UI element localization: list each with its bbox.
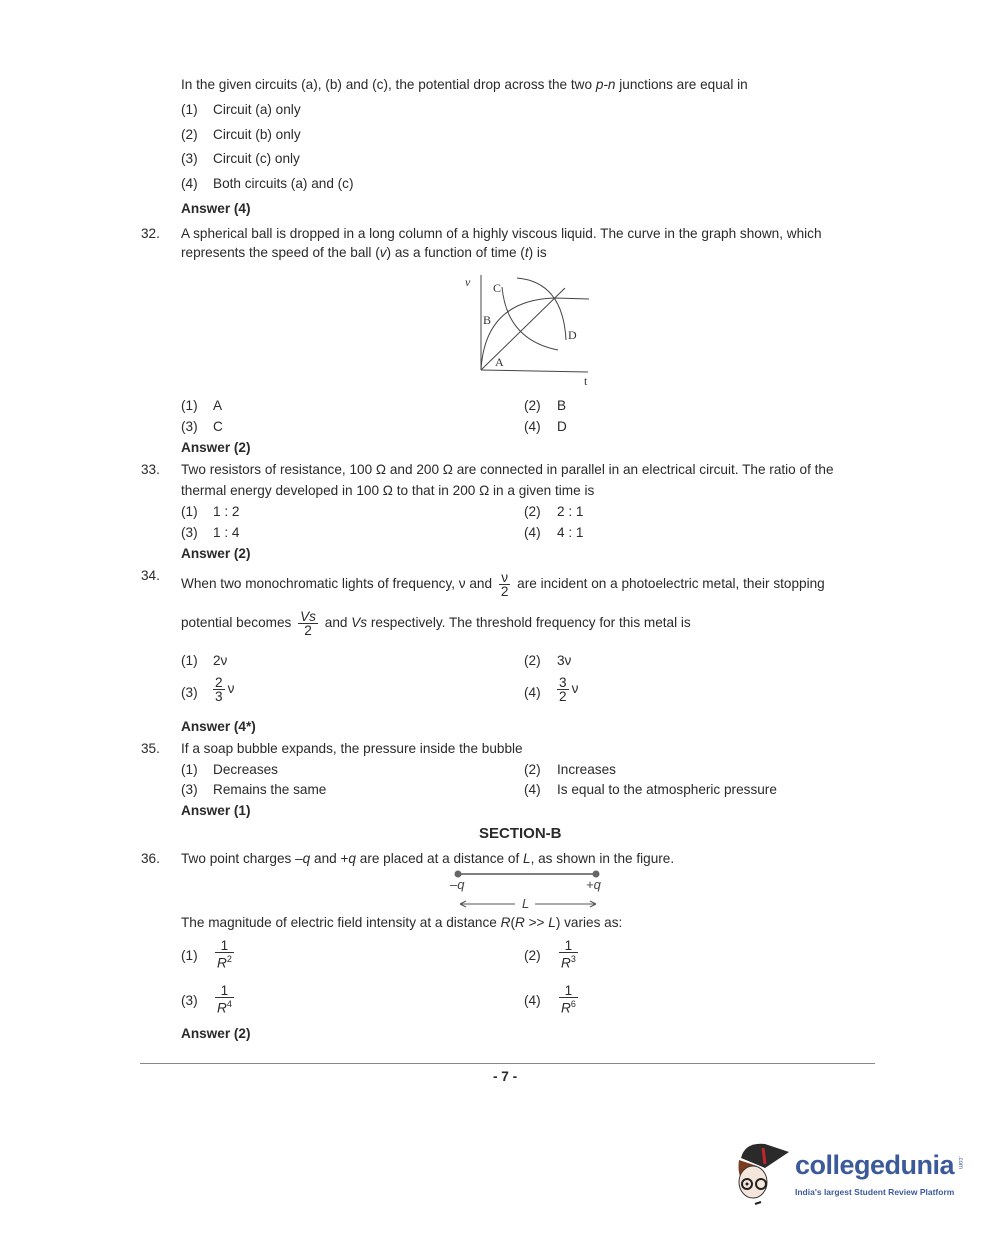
q32-answer: Answer (2) [181,440,251,455]
q32-number: 32. [141,226,160,241]
curve-C [502,287,558,350]
q36-option-1: $\frac{1}{R^2}$ [217,938,232,971]
positive-charge-label: +q [586,877,601,892]
q36-option-1-number: (1) [181,948,198,963]
q34-option-4-number: (4) [524,685,541,700]
q32-stem-line2: represents the speed of the ball (v) as a function of time (t) is [181,245,547,260]
q34-option-3: $\frac{2}{3}$ ν [215,675,235,704]
q35-option-3-number: (3) [181,782,198,797]
footer-divider [140,1063,875,1064]
section-heading: SECTION-B [479,825,562,842]
velocity-time-graph [455,270,595,390]
q33-option-3: 1 : 4 [213,525,240,540]
q31-option-1-number: (1) [181,102,198,117]
q36-option-3-number: (3) [181,993,198,1008]
y-axis-label: v [465,275,471,289]
logo-tagline: India's largest Student Review Platform [795,1187,955,1197]
q33-option-3-number: (3) [181,525,198,540]
q35-option-1: Decreases [213,762,278,777]
q31-option-2: Circuit (b) only [213,127,301,142]
q31-option-2-number: (2) [181,127,198,142]
q36-stem-line2: The magnitude of electric field intensity at a distance R(R >> L) varies as: [181,915,623,930]
q32-option-2-number: (2) [524,398,541,413]
curve-label-C: C [493,281,502,295]
distance-label: L [522,896,530,911]
mascot-icon [735,1138,793,1206]
page-number: - 7 - [493,1069,518,1084]
q32-option-1-number: (1) [181,398,198,413]
charges-figure [440,866,610,912]
q31-option-3-number: (3) [181,151,198,166]
q32-option-1: A [213,398,223,413]
q35-option-4: Is equal to the atmospheric pressure [557,782,777,797]
q35-stem: If a soap bubble expands, the pressure inside the bubble [181,741,523,756]
q33-option-2-number: (2) [524,504,541,519]
q32-option-2: B [557,398,567,413]
t-axis [481,370,588,372]
q33-option-1: 1 : 2 [213,504,240,519]
q34-option-3-number: (3) [181,685,198,700]
q34-option-1: 2ν [213,653,228,668]
q36-option-3: $\frac{1}{R^4}$ [217,983,232,1016]
q34-option-2-number: (2) [524,653,541,668]
q33-option-1-number: (1) [181,504,198,519]
q34-option-2: 3ν [557,653,572,668]
collegedunia-logo [735,1138,965,1208]
q32-option-4: D [557,419,567,434]
q31-option-4-number: (4) [181,176,198,191]
q33-number: 33. [141,462,160,477]
q36-option-2: $\frac{1}{R^3}$ [561,938,576,971]
q35-answer: Answer (1) [181,803,251,818]
q34-option-4: $\frac{3}{2}$ ν [559,675,579,704]
q31-option-3: Circuit (c) only [213,151,300,166]
logo-wordmark: collegedunia [795,1150,955,1180]
q36-option-2-number: (2) [524,948,541,963]
curve-label-B: B [483,313,492,327]
q32-option-4-number: (4) [524,419,541,434]
q35-number: 35. [141,741,160,756]
logo-suffix: .com [957,1156,963,1170]
q31-option-1: Circuit (a) only [213,102,301,117]
q33-answer: Answer (2) [181,546,251,561]
x-axis-label: t [584,374,588,388]
q31-answer: Answer (4) [181,201,251,216]
q32-option-3: C [213,419,223,434]
q35-option-3: Remains the same [213,782,327,797]
q34-stem-line2: potential becomes $\frac{Vs}{2}$ and Vs respectively. The threshold frequency for this metal is [181,609,691,638]
q31-stem: In the given circuits (a), (b) and (c), the potential drop across the two p-n junctions are equal in [181,77,748,92]
q34-answer: Answer (4*) [181,719,256,734]
q34-stem-line1: When two monochromatic lights of frequency, ν and $\frac{\nu}{2}$ are incident on a photoelectric metal, their stopping [181,570,825,599]
curve-label-D: D [568,328,577,342]
q33-stem-line2: thermal energy developed in 100 Ω to that in 200 Ω in a given time is [181,483,595,498]
curve-D [517,278,566,340]
q33-stem-line1: Two resistors of resistance, 100 Ω and 200 Ω are connected in parallel in an electrical circuit. The ratio of the [181,462,834,477]
q35-option-4-number: (4) [524,782,541,797]
q32-stem-line1: A spherical ball is dropped in a long column of a highly viscous liquid. The curve in the graph shown, which [181,226,822,241]
q33-option-4-number: (4) [524,525,541,540]
q34-number: 34. [141,568,160,583]
q36-option-4-number: (4) [524,993,541,1008]
curve-label-A: A [495,355,504,369]
q34-option-1-number: (1) [181,653,198,668]
q35-option-1-number: (1) [181,762,198,777]
q36-stem-line1: Two point charges –q and +q are placed at a distance of L, as shown in the figure. [181,851,675,866]
q35-option-2: Increases [557,762,616,777]
q36-option-4: $\frac{1}{R^6}$ [561,983,576,1016]
q33-option-4: 4 : 1 [557,525,584,540]
q35-option-2-number: (2) [524,762,541,777]
q31-option-4: Both circuits (a) and (c) [213,176,354,191]
curve-A [481,288,565,370]
q33-option-2: 2 : 1 [557,504,584,519]
q36-answer: Answer (2) [181,1026,251,1041]
negative-charge-label: –q [450,877,465,892]
q32-option-3-number: (3) [181,419,198,434]
q36-number: 36. [141,851,160,866]
